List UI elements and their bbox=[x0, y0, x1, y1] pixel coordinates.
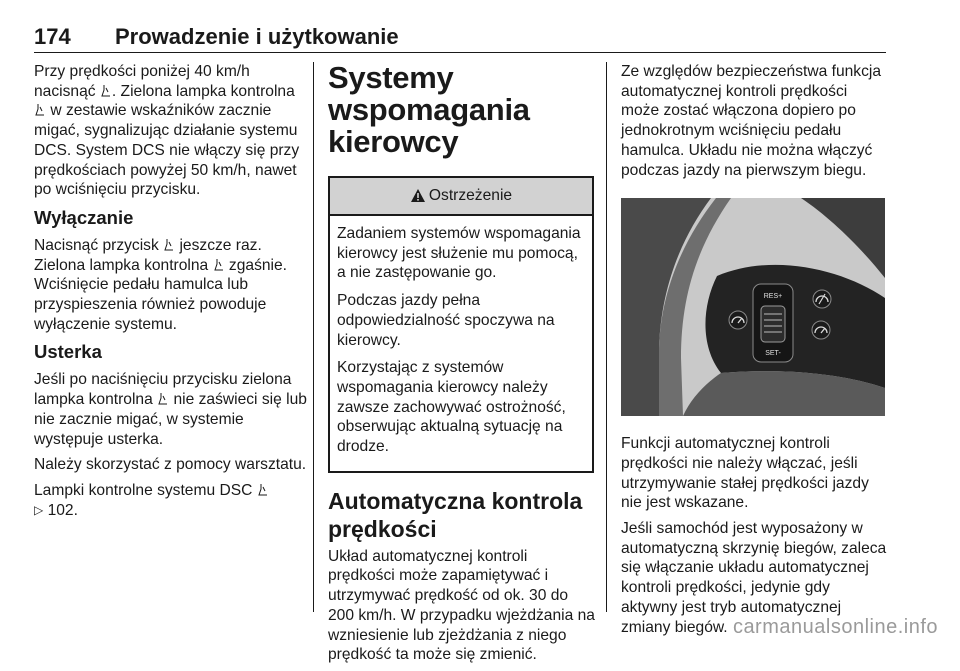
warning-paragraph: Korzystając z systemów wspomagania kierowcy należy zawsze zachowywać ostrożność, obserwując aktualną sytuację na drodze. bbox=[337, 359, 566, 456]
safety-paragraph: Ze względów bezpieczeństwa funkcja automatycznej kontroli prędkości może zostać włączona dopiero po jednokrotnym wciśnięciu pedału hamulca. Układu nie można włączyć podczas jazdy na pierwszym biegu. bbox=[621, 63, 882, 179]
after-image-paragraph: Funkcji automatycznej kontroli prędkości nie należy włączać, jeśli utrzymywanie stałej prędkości jazdy nie jest wskazane. bbox=[621, 435, 869, 512]
section-heading-fault: Usterka bbox=[34, 341, 102, 363]
dcs-lamp-icon bbox=[158, 392, 168, 406]
speed-limiter-icon bbox=[813, 290, 831, 308]
dsc-paragraph: Lampki kontrolne systemu DSC ▷ 102. bbox=[34, 481, 309, 520]
cruise-control-icon bbox=[729, 311, 747, 329]
res-label: RES+ bbox=[763, 293, 783, 301]
dcs-lamp-icon bbox=[258, 483, 268, 497]
cruise-control-paragraph: Układ automatycznej kontroli prędkości może zapamiętywać i utrzymywać prędkość od ok. 30 do 200 km/h. W przypadku wjeżdżania na wzniesienie lub zjeżdżania z niego prędkość ta może się zmienić. bbox=[328, 547, 595, 664]
warning-header bbox=[330, 178, 592, 216]
reference-arrow-icon[interactable]: ▷ bbox=[34, 502, 44, 517]
left-column bbox=[34, 62, 309, 526]
fault-paragraph: Jeśli po naciśnięciu przycisku zielona lampka kontrolna nie zaświeci się lub nie zacznie migać, w systemie występuje usterka. bbox=[34, 371, 307, 448]
right-column bbox=[621, 62, 887, 643]
cruise-off-icon bbox=[812, 321, 830, 339]
column-divider bbox=[313, 62, 314, 612]
warning-paragraph: Zadaniem systemów wspomagania kierowcy jest służenie mu pomocą, a nie zastępowanie go. bbox=[337, 225, 581, 282]
set-label: SET- bbox=[765, 350, 781, 358]
automatic-gearbox-paragraph: Jeśli samochód jest wyposażony w automatyczną skrzynię biegów, zaleca się włączanie układu automatycznej kontroli prędkości, jedynie gdy aktywny jest tryb automatycznej zmiany biegów. bbox=[621, 520, 887, 636]
section-heading-off: Wyłączanie bbox=[34, 206, 134, 228]
column-divider bbox=[606, 62, 607, 612]
workshop-paragraph: Należy skorzystać z pomocy warsztatu. bbox=[34, 456, 307, 474]
page-reference-link[interactable]: 102. bbox=[47, 501, 78, 519]
dcs-lamp-icon bbox=[214, 258, 224, 272]
page-number: 174 bbox=[34, 24, 71, 49]
section-heading-driver-assist: Systemy wspomagania kierowcy bbox=[328, 60, 530, 159]
header-divider bbox=[34, 52, 886, 53]
page-title: Prowadzenie i użytkowanie bbox=[115, 24, 399, 49]
page-header bbox=[34, 24, 886, 52]
warning-triangle-icon bbox=[410, 188, 426, 204]
off-paragraph: Nacisnąć przycisk jeszcze raz. Zielona lampka kontrolna zgaśnie. Wciśnięcie pedału hamulca lub przyspieszenia również powoduje wyłączenie systemu. bbox=[34, 236, 288, 333]
dcs-lamp-icon bbox=[101, 84, 111, 98]
watermark: carmanualsonline.info bbox=[732, 616, 938, 638]
warning-body bbox=[330, 216, 592, 471]
dcs-lamp-icon bbox=[35, 103, 45, 117]
steering-wheel-image bbox=[621, 198, 885, 416]
warning-box bbox=[328, 176, 594, 473]
warning-paragraph: Podczas jazdy pełna odpowiedzialność spoczywa na kierowcy. bbox=[337, 292, 555, 349]
dcs-lamp-icon bbox=[164, 238, 174, 252]
warning-title: Ostrzeżenie bbox=[428, 187, 513, 205]
section-heading-cruise-control: Automatyczna kontrola prędkości bbox=[328, 487, 583, 542]
intro-paragraph: Przy prędkości poniżej 40 km/h nacisnąć . Zielona lampka kontrolna w zestawie wskaźników zacznie migać, sygnalizując działanie systemu DCS. System DCS nie włączy się przy prędkościach powyżej 50 km/h, nawet po wciśnięciu przycisku. bbox=[34, 63, 300, 199]
middle-column bbox=[328, 62, 596, 671]
